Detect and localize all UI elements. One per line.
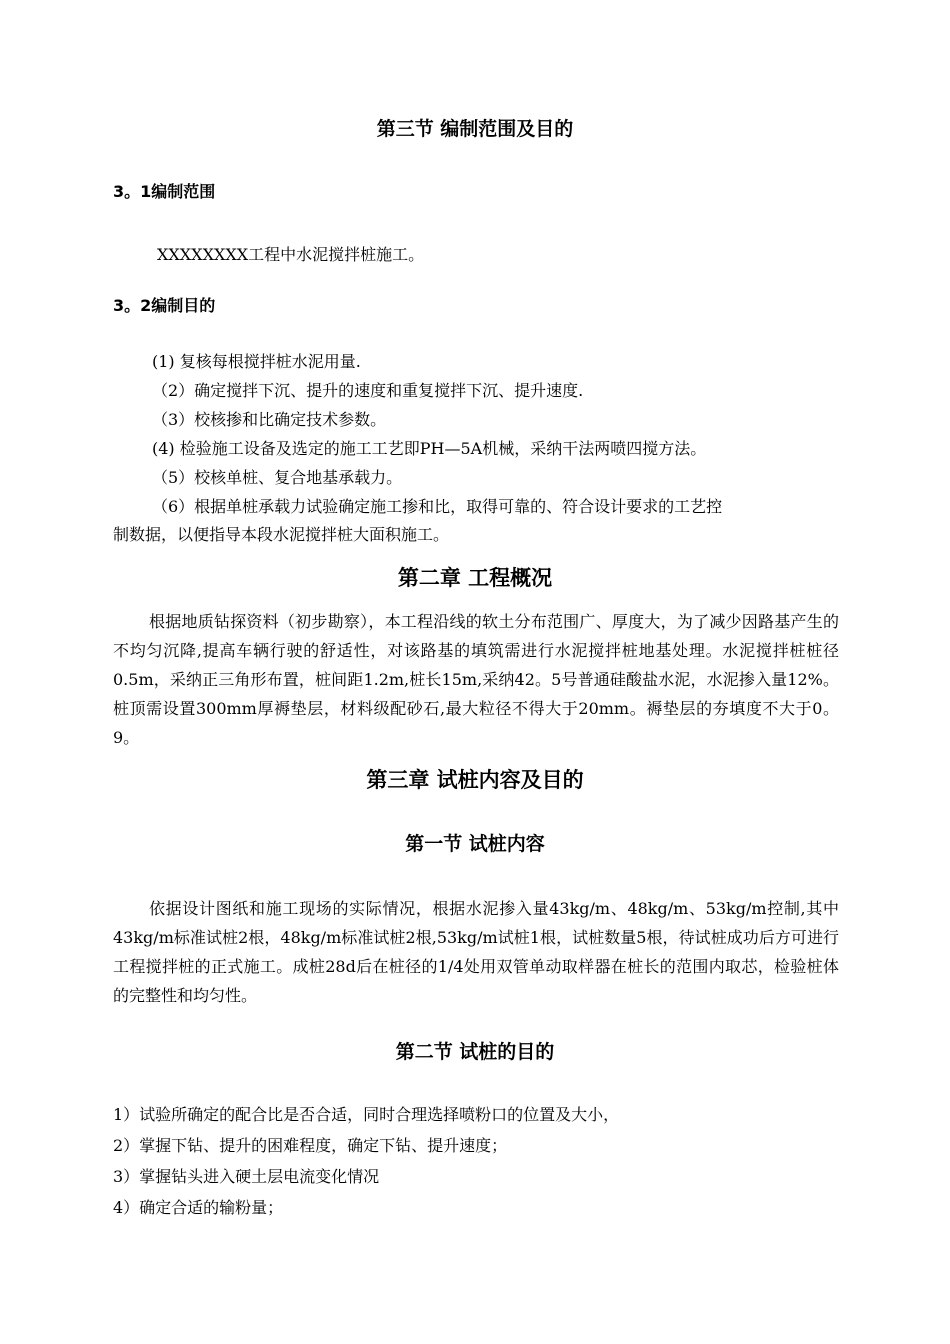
purpose-item-5: （5）校核单桩、复合地基承载力。 — [152, 468, 403, 487]
test-purpose-2: 2）掌握下钻、提升的困难程度，确定下钻、提升速度； — [113, 1136, 508, 1155]
section-1-title: 第一节 试桩内容 — [405, 833, 545, 855]
test-purpose-4: 4）确定合适的输粉量； — [113, 1198, 284, 1217]
chapter-3-title: 第三章 试桩内容及目的 — [366, 768, 584, 792]
section-3-title: 第三节 编制范围及目的 — [376, 118, 574, 140]
subsection-3-2-title: 3。2编制目的 — [113, 296, 216, 315]
purpose-item-6-cont: 制数据，以便指导本段水泥搅拌桩大面积施工。 — [113, 525, 450, 544]
test-purpose-3: 3）掌握钻头进入硬土层电流变化情况 — [113, 1167, 380, 1186]
purpose-item-1: (1) 复核每根搅拌桩水泥用量. — [152, 352, 361, 371]
subsection-3-1-title: 3。1编制范围 — [113, 182, 216, 201]
section-1-paragraph-text: 依据设计图纸和施工现场的实际情况，根据水泥掺入量43kg/m、48kg/m、53kg/m控制,其中43kg/m标准试桩2根，48kg/m标准试桩2根,53kg/m试桩1根，试桩数量5根，待试桩成功后方可进行工程搅拌桩的正式施工。成桩28d后在桩径的1/4处用双管单动取样器在桩长的范围内取芯，检验桩体的完整性和均匀性。 — [113, 899, 839, 1005]
section-2-title: 第二节 试桩的目的 — [395, 1041, 555, 1063]
purpose-item-3: （3）校核掺和比确定技术参数。 — [152, 410, 387, 429]
test-purpose-1: 1）试验所确定的配合比是否合适，同时合理选择喷粉口的位置及大小， — [113, 1105, 620, 1124]
purpose-item-6: （6）根据单桩承载力试验确定施工掺和比，取得可靠的、符合设计要求的工艺控 — [152, 497, 723, 516]
purpose-item-4: (4) 检验施工设备及选定的施工工艺即PH—5A机械，采纳干法两喷四搅方法。 — [152, 439, 707, 458]
section-1-paragraph — [113, 894, 839, 1010]
chapter-2-title: 第二章 工程概况 — [397, 566, 553, 590]
scope-text: XXXXXXXX工程中水泥搅拌桩施工。 — [157, 245, 425, 264]
chapter-2-paragraph-text: 根据地质钻探资料（初步勘察），本工程沿线的软土分布范围广、厚度大，为了减少因路基产生的不均匀沉降,提高车辆行驶的舒适性，对该路基的填筑需进行水泥搅拌桩地基处理。水泥搅拌桩桩径0.5m，采纳正三角形布置，桩间距1.2m,桩长15m,采纳42。5号普通硅酸盐水泥，水泥掺入量12%。桩顶需设置300mm厚褥垫层，材料级配砂石,最大粒径不得大于20mm。褥垫层的夯填度不大于0。9。 — [113, 612, 839, 747]
purpose-item-2: （2）确定搅拌下沉、提升的速度和重复搅拌下沉、提升速度. — [152, 381, 584, 400]
chapter-2-paragraph — [113, 607, 839, 752]
